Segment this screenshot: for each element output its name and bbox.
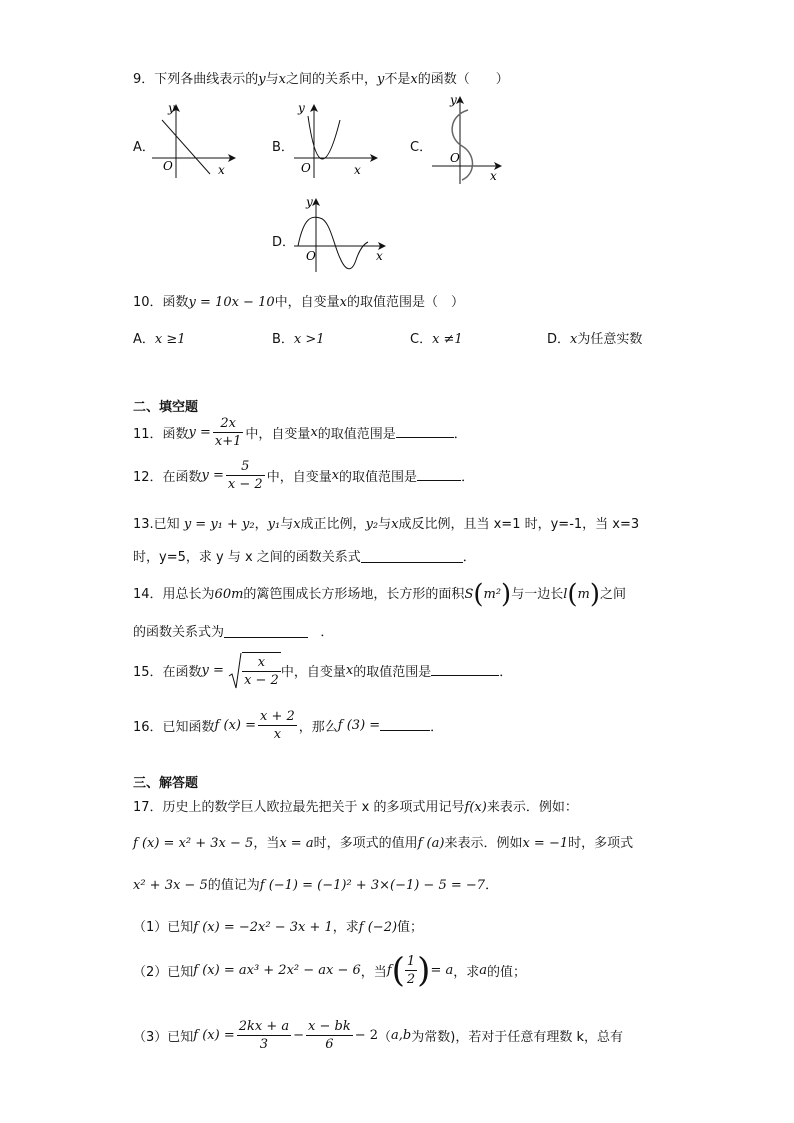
parabola-curve (308, 116, 340, 159)
q11: 11．函数y = $\frac{2x}{x+1}$ 中，自变量x的取值范围是 ． (133, 416, 467, 449)
origin-label: O (163, 159, 173, 173)
axis-y-label: y (298, 101, 305, 115)
q16-fraction: $\frac{x + 2}{x}$ (260, 709, 295, 742)
q17-part3-fraction-1: $\frac{2kx + a}{3}$ (238, 1019, 290, 1052)
q15-answer-blank[interactable] (431, 661, 499, 676)
origin-label: O (450, 151, 460, 165)
q16: 16．已知函数f (x) = $\frac{x + 2}{x}$ ，那么f (3) = ． (133, 709, 444, 742)
q10-option-a: A．x ≥1 (133, 332, 186, 347)
q12-fraction: $\frac{5}{x - 2}$ (227, 459, 263, 492)
q15: 15．在函数y = $\frac{x}{x - 2}$ 中，自变量x的取值范围是 ． (133, 652, 512, 689)
q17-line1: 17．历史上的数学巨人欧拉最先把关于 x 的多项式用记号f(x)来表示．例如： (133, 800, 578, 815)
axis-x-label: x (490, 169, 497, 183)
q11-fraction: $\frac{2x}{x+1}$ (214, 416, 242, 449)
q10-option-b: B．x >1 (272, 332, 325, 347)
q9-option-c-graph (428, 94, 508, 186)
q17-line2: f (x) = x² + 3x − 5，当x = a时，多项式的值用f (a)来表示．例如x = −1时，多项式 (133, 836, 634, 851)
q10-option-c: C．x ≠1 (410, 332, 463, 347)
q14-line2: 的函数关系式为 ． (133, 625, 334, 640)
q17-part2: （2）已知f (x) = ax³ + 2x² − ax − 6，当f( $\frac{1}{2}$ )= a，求a的值； (133, 950, 527, 991)
q14-line1: 14．用总长为60m的篱笆围成长方形场地，长方形的面积S(m²)与一边长l(m)之间 (133, 579, 627, 610)
q12-answer-blank[interactable] (417, 466, 461, 481)
q13-answer-blank[interactable] (361, 548, 463, 563)
q17-part1: （1）已知f (x) = −2x² − 3x + 1，求f (−2)值； (133, 920, 424, 935)
q10-option-d: D．x为任意实数 (547, 332, 643, 347)
axis-y-label: y (450, 94, 457, 107)
q9-option-b-graph (290, 100, 380, 182)
q9-option-c-label: C． (410, 140, 433, 155)
q9-stem: 9．下列各曲线表示的y与x之间的关系中，y不是x的函数（ ） (133, 72, 509, 87)
s-curve (452, 110, 472, 180)
origin-label: O (301, 161, 311, 175)
q15-sqrt: $\frac{x}{x - 2}$ (228, 652, 281, 689)
axis-y-label: y (306, 196, 313, 209)
section-title-fill-blank: 二、填空题 (133, 400, 199, 415)
axis-y-label: y (168, 101, 175, 115)
q9-option-b-label: B． (272, 140, 294, 155)
axis-x-label: x (218, 163, 225, 177)
q9-option-a-graph (150, 100, 240, 182)
origin-label: O (306, 249, 316, 263)
q17-part3-fraction-2: $\frac{x - bk}{6}$ (308, 1019, 351, 1052)
q13-line2: 时，y=5，求 y 与 x 之间的函数关系式 ． (133, 550, 476, 565)
q9-option-a-label: A． (133, 140, 155, 155)
axis-x-label: x (376, 249, 383, 263)
q10-stem: 10．函数y = 10x − 10中，自变量x的取值范围是（ ） (133, 295, 464, 310)
axis-x-label: x (354, 163, 361, 177)
q13-line1: 13.已知 y = y₁ + y₂，y₁与x成正比例，y₂与x成反比例，且当 x=1 时，y=-1，当 x=3 (133, 517, 640, 532)
q11-answer-blank[interactable] (396, 423, 454, 438)
q17-line3: x² + 3x − 5的值记为f (−1) = (−1)² + 3×(−1) − 5 = −7． (133, 878, 499, 893)
q9-option-d-label: D． (272, 235, 296, 250)
q17-part2-fraction: $\frac{1}{2}$ (406, 954, 416, 987)
q16-answer-blank[interactable] (380, 716, 430, 731)
section-title-solve: 三、解答题 (133, 776, 199, 791)
q12: 12．在函数y = $\frac{5}{x - 2}$ 中，自变量x的取值范围是 ． (133, 459, 475, 492)
q17-part3: （3）已知f (x) = $\frac{2kx + a}{3}$ − $\frac{x - bk}{6}$ − 2（a,b为常数)，若对于任意有理数 k，总有 (133, 1019, 623, 1052)
q14-answer-blank[interactable] (224, 623, 308, 638)
q9-option-d-graph (290, 196, 390, 276)
